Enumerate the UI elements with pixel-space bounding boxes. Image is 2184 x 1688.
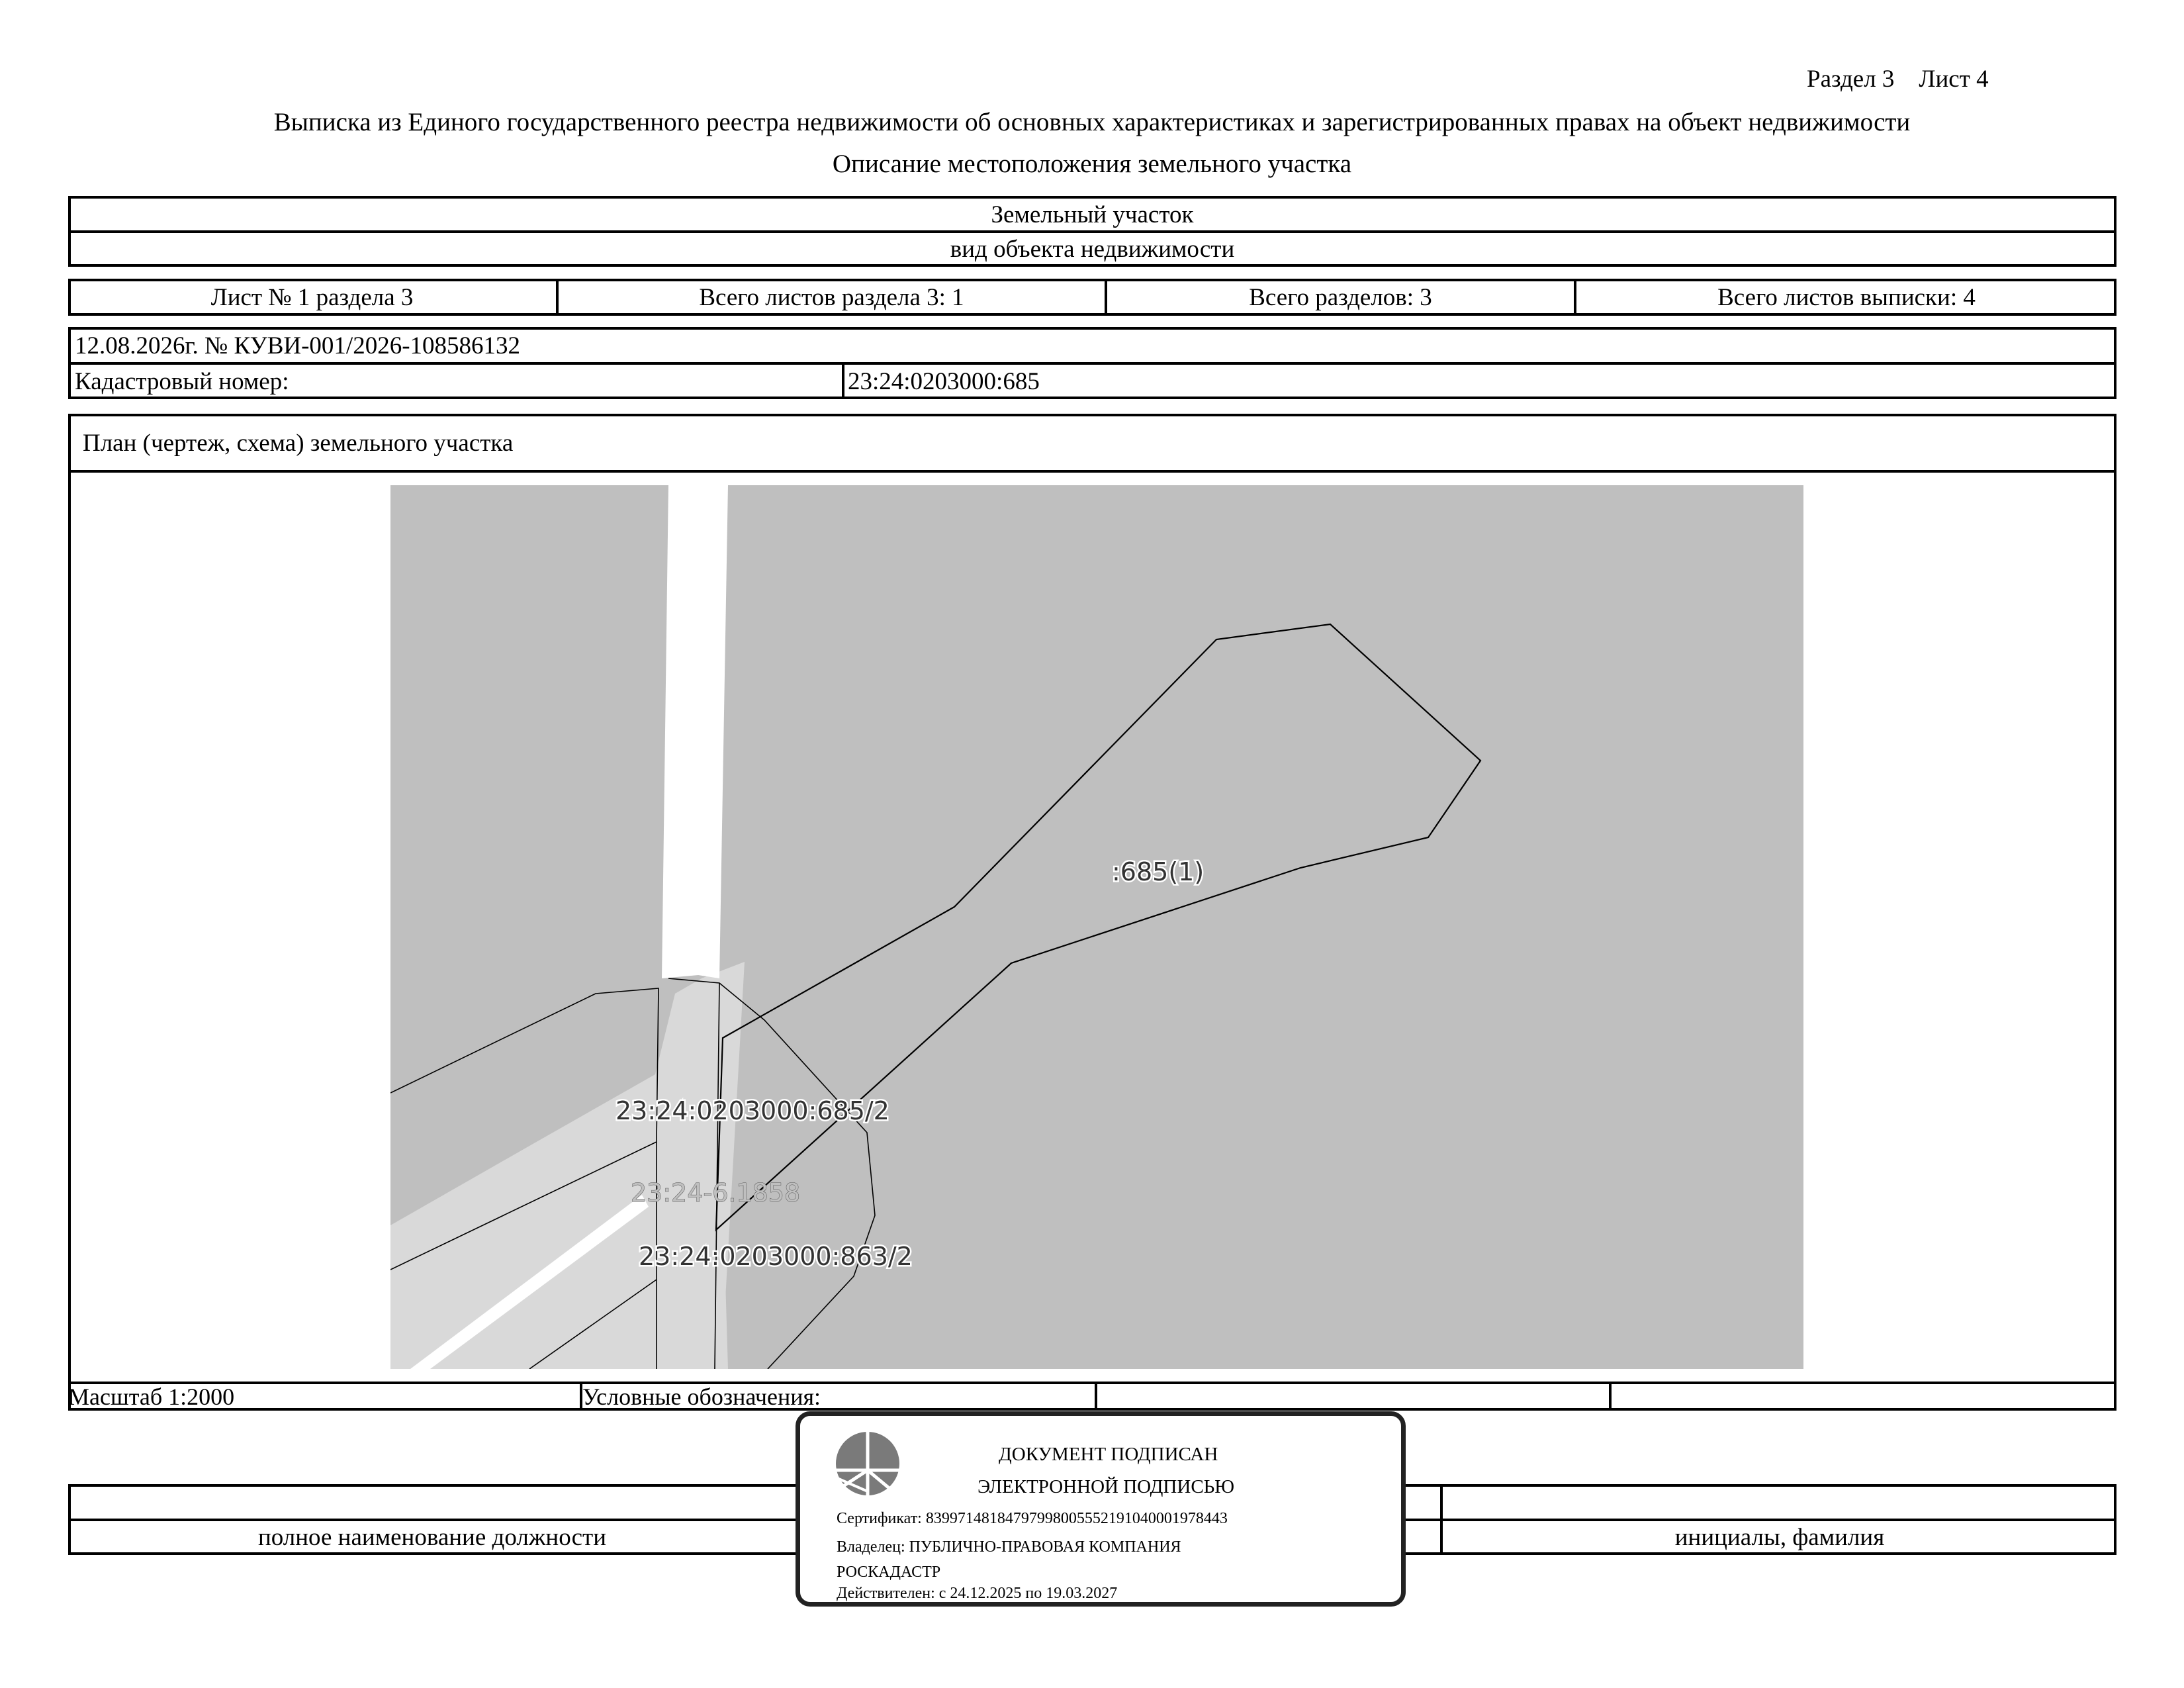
section-sheet-label: Раздел 3 Лист 4 — [1807, 66, 1989, 93]
stamp-owner-line-2: РОСКАДАСТР — [837, 1564, 941, 1581]
stamp-certificate: Сертификат: 839971481847979980055521910400019784​43 — [837, 1510, 1228, 1527]
document-title: Выписка из Единого государственного реестра недвижимости об основных характеристиках и зарегистрированных правах на объект недвижимости — [273, 108, 1911, 136]
label-neighbor-a: 23:24:0203000:685/2 — [615, 1096, 889, 1125]
map-scale: Масштаб 1:2000 — [68, 1383, 235, 1410]
total-section-sheets: Всего листов раздела 3: 1 — [699, 283, 964, 311]
object-type-caption: вид объекта недвижимости — [950, 235, 1235, 263]
plan-heading: План (чертеж, схема) земельного участка — [83, 430, 514, 457]
total-sections: Всего разделов: 3 — [1249, 283, 1432, 311]
total-extract-sheets: Всего листов выписки: 4 — [1717, 283, 1976, 311]
stamp-line-2: ЭЛЕКТРОННОЙ ПОДПИСЬЮ — [978, 1476, 1235, 1497]
label-neighbor-b: 23:24:0203000:863/2 — [639, 1242, 913, 1271]
label-parcel: :685(1) — [1112, 857, 1205, 886]
cadastral-number-value: 23:24:0203000:685 — [848, 367, 1040, 395]
road — [662, 485, 728, 978]
document-subtitle: Описание местоположения земельного участка — [832, 150, 1352, 178]
signature-stamp — [796, 1411, 1406, 1607]
stamp-owner-line-1: Владелец: ПУБЛИЧНО-ПРАВОВАЯ КОМПАНИЯ — [837, 1538, 1181, 1556]
position-caption: полное наименование должности — [257, 1524, 607, 1551]
extract-date-number: 12.08.2026г. № КУВИ-001/2026-108586132 — [75, 332, 521, 359]
cadastral-number-label: Кадастровый номер: — [75, 367, 289, 395]
parcel-map — [390, 485, 1803, 1369]
label-zone: 23:24-6.1858 — [631, 1178, 801, 1207]
sheet-number: Лист № 1 раздела 3 — [210, 283, 414, 311]
signature-caption: инициалы, фамилия — [1674, 1524, 1885, 1551]
object-type-value: Земельный участок — [991, 201, 1194, 228]
roskadastr-emblem-icon — [835, 1430, 901, 1497]
stamp-validity: Действителен: с 24.12.2025 по 19.03.2027 — [837, 1585, 1118, 1602]
stamp-line-1: ДОКУМЕНТ ПОДПИСАН — [999, 1444, 1218, 1465]
legend-label: Условные обозначения: — [582, 1383, 821, 1410]
